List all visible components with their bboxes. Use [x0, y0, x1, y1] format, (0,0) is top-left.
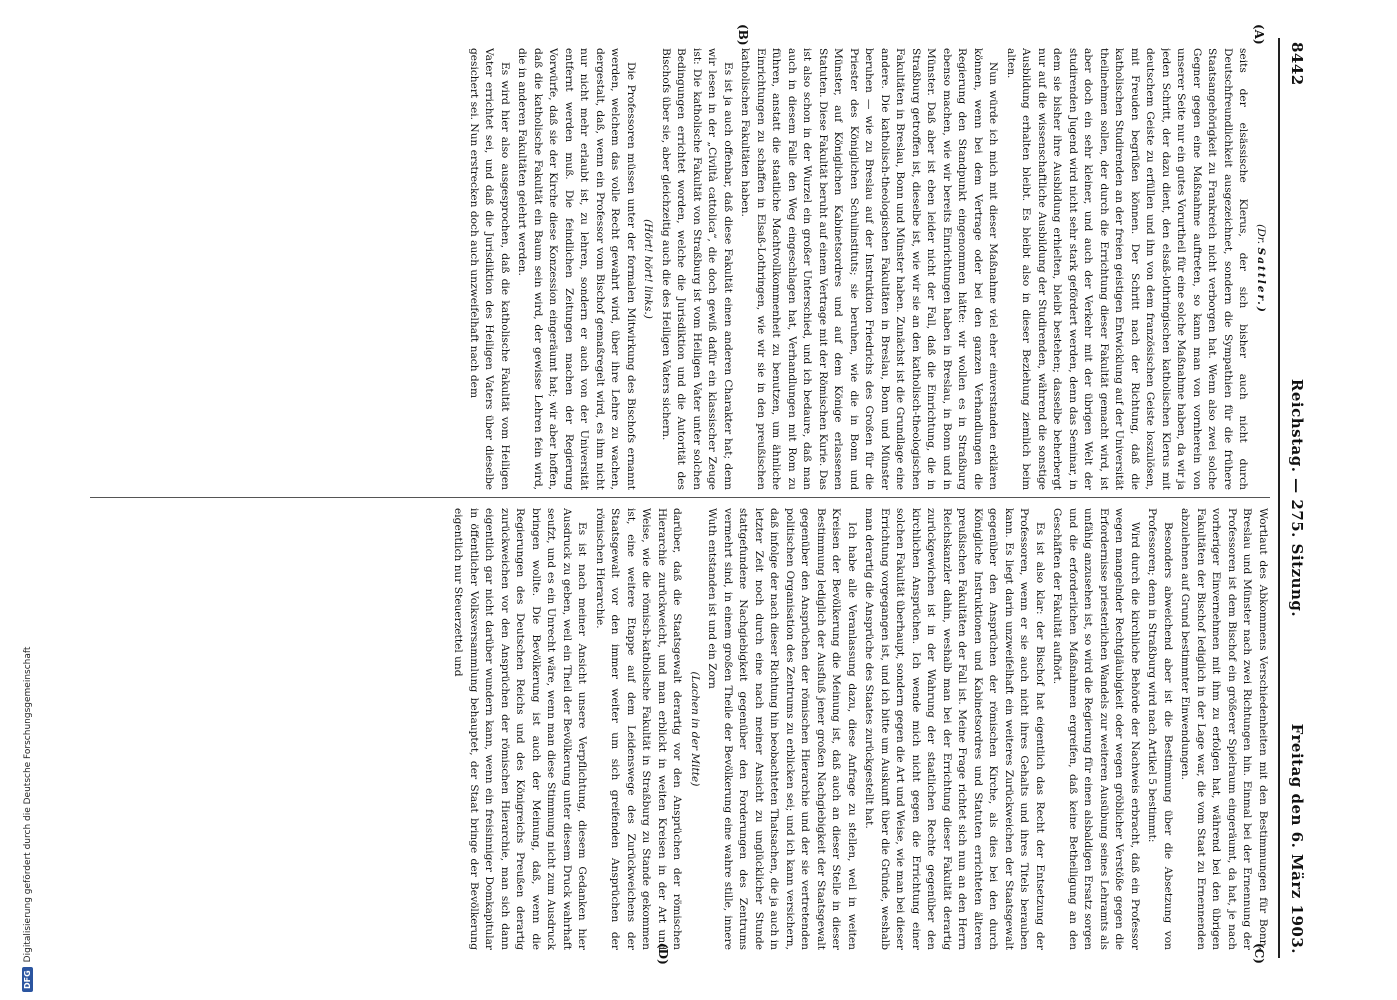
- paragraph: Es ist also klar: der Bischof hat eigentlich das Recht der Entsetzung der Professoren, wenn er sie auch nicht ihres Gehalts und ihres Titels berauben kann. Es liegt darin unzweifelhaft ein weiteres Zurückweichen der Staatsgewalt gegenüber den Ansprüchen der römischen Kirche, als dies bei den durch Königliche Instruktionen und Kabinetsordres und Statuten errichteten älteren preußischen Fakultäten der Fall ist. Meine Frage richtet sich nun an den Herrn Reichskanzler dahin, weshalb man bei der Errichtung dieser Fakultät derartig zurückgewichen ist in der Wahrung der staatlichen Rechte gegenüber den kirchlichen Ansprüchen. Ich wende mich nicht gegen die Errichtung einer solchen Fakultät überhaupt, sondern gegen die Art und Weise, wie man bei dieser Errichtung vorgegangen ist, und ich bitte um Auskunft über die Gründe, weshalb man derartig die Ansprüche des Staates zurückgestellt hat.: [863, 508, 1046, 950]
- paragraph: Die Professoren müssen unter der formalen Mitwirkung des Bischofs ernannt werden, welchem das volle Recht gewahrt wird, über ihre Lehre zu wachen, dergestalt, daß, wenn ein Professor vom Bischof gemaßregelt wird, es ihm nicht nur nicht mehr erlaubt ist, zu lehren, sondern er auch von der Universität entfernt werden muß. Die feindlichen Zeitungen machen der Regierung Vorwürfe, daß sie der Kirche diese Konzession eingeräumt hat; wir aber hoffen, daß die katholische Fakultät ein Baum sein wird, der gewisse Lehren fein wird, die in anderen Fakultäten gelehrt werden.: [516, 48, 637, 490]
- page-number: 8442: [1288, 42, 1306, 86]
- column-divider: [90, 497, 1270, 498]
- paragraph: seits der elsässische Klerus, der sich bisher auch nicht durch Deutschfreundlichkeit ausgezeichnet, sondern die Sympathien für die frühere Staatsangehörigkeit zu Frankreich nicht verborgen hat. Wenn also zwei solche Gegner gegen eine Maßnahme auftreten, so kann man von vornherein von unserer Seite nur ein gutes Vorurtheil für eine solche Maßnahme haben, da wir ja jeden Schritt, der dazu dient, den elsaß-lothringischen katholischen Klerus mit deutschem Geiste zu erfüllen und ihn von dem französischen Geiste loszulösen, mit Freuden begrüßen können. Der Schritt nach der Richtung, daß die katholischen Studirenden an der freien geistigen Entwicklung auf der Universität theilnehmen sollen, der durch die Errichtung dieser Fakultät gemacht wird, ist aber doch ein sehr kleiner, und auch der Verkehr mit der übrigen Welt der studirenden Jugend wird nicht sehr stark gefördert werden, denn das Seminar, in dem sie bisher ihre Ausbildung erhielten, bleibt bestehen; dasselbe beherbergt nur auf die wissenschaftliche Ausbildung der Studirenden, während die sonstige Ausbildung erhalten bleibt. Es bleibt also in dieser Beziehung ziemlich beim alten.: [1005, 48, 1250, 490]
- margin-mark-c: (C): [1252, 943, 1266, 964]
- paragraph: Nun würde ich mich mit dieser Maßnahme viel eher einverstanden erklären können, wenn bei dem Vertrage oder bei den ganzen Verhandlungen die Regierung den Standpunkt eingenommen hätte: wir wollen es in Straßburg ebenso machen, wie wir bereits Einrichtungen haben in Breslau, in Bonn und in Münster. Daß aber ist eben leider nicht der Fall, daß die Einrichtung, die in Straßburg getroffen ist, dieselbe ist, wie wir sie an den katholisch-theologischen Fakultäten in Breslau, Bonn und Münster haben. Zunächst ist die Grundlage eine andere. Die katholisch-theologischen Fakultäten in Breslau, Bonn und Münster beruhen — wie zu Breslau auf der Instruktion Friedrichs des Großen für die Priester des Königlichen Schulinstituts; sie beruhen, wie die in Bonn und Münster, auf Königlichen Kabinetsordres und auf dem Könige erlassenen Statuten. Diese Fakultät beruht auf einem Vertrage mit der Römischen Kurie. Das ist also schon in der Wurzel ein großer Unterschied, und ich bedaure, daß man auch in diesem Falle den Weg eingeschlagen hat, Verhandlungen mit Rom zu führen, anstatt die staatliche Machtvollkommenheit zu benutzen, um ähnliche Einrichtungen zu schaffen in Elsaß-Lothringen, wie wir sie in den preußischen katholischen Fakultäten haben.: [739, 48, 1000, 490]
- quoted-article: Wird durch die kirchliche Behörde der Nachweis erbracht, daß ein Professor wegen mangelnder Rechtgläubigkeit oder wegen gröblicher Verstöße gegen die Erfordernisse priesterlichen Wandels zur weiteren Ausübung seines Lehramts als unfähig anzusehen ist, so wird die Regierung für einen alsbaldigen Ersatz sorgen und die erforderlichen Maßnahmen ergreifen, daß keine Betheiligung an den Geschäften der Fakultät aufhört.: [1051, 508, 1141, 950]
- interjection: (Hört! hört! links.): [642, 219, 655, 319]
- paragraph: Es ist ja auch offenbar, daß diese Fakultät einen anderen Charakter hat; denn wir lesen in der „Civiltà cattolica“, die doch gewiß dafür ein klassischer Zeuge ist: Die katholische Fakultät von Straßburg ist vom Heiligen Vater unter solchen Bedingungen errichtet worden, welche die Jurisdiktion und die Autorität des Bischofs über sie, aber gleichzeitig auch die des Heiligen Vaters sichern.: [660, 48, 734, 490]
- header-title: Reichstag. — 275. Sitzung.: [1288, 378, 1306, 618]
- margin-mark-a: (A): [1252, 24, 1266, 45]
- page-sheet: [80, 24, 1310, 965]
- margin-mark-d: (D): [656, 943, 670, 965]
- header-rule: [1278, 38, 1280, 958]
- left-column: [85, 48, 1270, 490]
- speaker-label: (Dr.: [1255, 224, 1267, 245]
- speaker-line: [1253, 48, 1269, 490]
- page-header: [1282, 38, 1310, 958]
- paragraph: Besonders abweichend aber ist die Bestimmung über die Absetzung von Professoren; denn in Straßburg wird nach Artikel 5 bestimmt:: [1146, 508, 1174, 950]
- margin-mark-b: (B): [736, 24, 750, 46]
- credit-text: Digitalisierung gefördert durch die Deutsche Forschungsgemeinschaft: [23, 646, 33, 963]
- paragraph: darüber, daß die Staatsgewalt derartig vor den Ansprüchen der römischen Hierarchie zurückweicht, und man erblickt in weiten Kreisen in der Art und Weise, wie die römisch-katholische Fakultät in Straßburg zu Stande gekommen ist, eine weitere Etappe auf dem Leidenswege des Zurückweichens der Staatsgewalt vor den immer weiter um sich greifenden Ansprüchen der römischen Hierarchie.: [594, 508, 684, 950]
- paragraph: Es ist nach meiner Ansicht unsere Verpflichtung, diesem Gedanken hier Ausdruck zu geben, weil ein Theil der Bevölkerung unter diesem Druck wahrhaft seufzt, und es ein Unrecht wäre, wenn man diese Stimmung nicht zum Ausdruck bringen wollte. Die Bevölkerung ist auch der Meinung, daß, wenn die Regierungen des Deutschen Reichs und des Königreichs Preußen derartig zurückweichen vor den Ansprüchen der römischen Hierarchie, man sich dann eigentlich gar nicht darüber wundern kann, wenn ein freisinniger Domkapitular in öffentlicher Volksversammlung behauptet, der Staat bringe der Bevölkerung eigentlich nur Steuerzettel und: [452, 508, 589, 950]
- paragraph: Wortlaut des Abkommens Verschiedenheiten mit den Bestimmungen für Bonn, Breslau und Münster nach zwei Richtungen hin. Einmal bei der Ernennung der Professoren ist dem Bischof ein größerer Spielraum eingeräumt, da hat, je nach vorheriger Einvernehmen mit ihm zu erfolgen hat, während bei den übrigen Fakultäten der Bischof lediglich in der Lage war, die vom Staat zu Ernennenden abzulehnen auf Grund bestimmter Einwendungen.: [1179, 508, 1269, 950]
- paragraph: Es wird hier also ausgesprochen, daß die katholische Fakultät vom Heiligen Vater errichtet sei, und daß die Jurisdiktion des Heiligen Vaters über dieselbe gesichert sei. Nun erstrecken doch auch unzweifelhaft nach dem: [468, 48, 511, 490]
- right-column: [85, 508, 1270, 950]
- dfg-logo: DFG: [22, 967, 33, 992]
- header-date: Freitag den 6. März 1903.: [1288, 723, 1306, 954]
- digitization-credit: [22, 647, 33, 992]
- interjection: (Lachen in der Mitte): [689, 671, 701, 787]
- speaker-name: Sattler.): [1255, 247, 1267, 314]
- paragraph: Ich habe alle Veranlassung dazu, diese Anfrage zu stellen, weil in weiten Kreisen der Bevölkerung die Meinung ist, daß auch an dieser Stelle in dieser Bestimmung lediglich der Ausfluß jener großen Nachgiebigkeit der Staatsgewalt gegenüber den Ansprüchen der römischen Hierarchie und der sie vertretenden politischen Organisation des Zentrums zu erblicken sei; und ich kann versichern, daß infolge der nach dieser Richtung hin beobachteten Thatsachen, die ja auch in letzter Zeit noch durch eine nach meiner Ansicht zu unglücklicher Stunde stattgefundene Nachgiebigkeit gegenüber den Forderungen des Zentrums vermehrt sind, in einem großen Theile der Bevölkerung eine wahre stille, innere Wuth entstanden ist und ein Zorn: [706, 508, 858, 950]
